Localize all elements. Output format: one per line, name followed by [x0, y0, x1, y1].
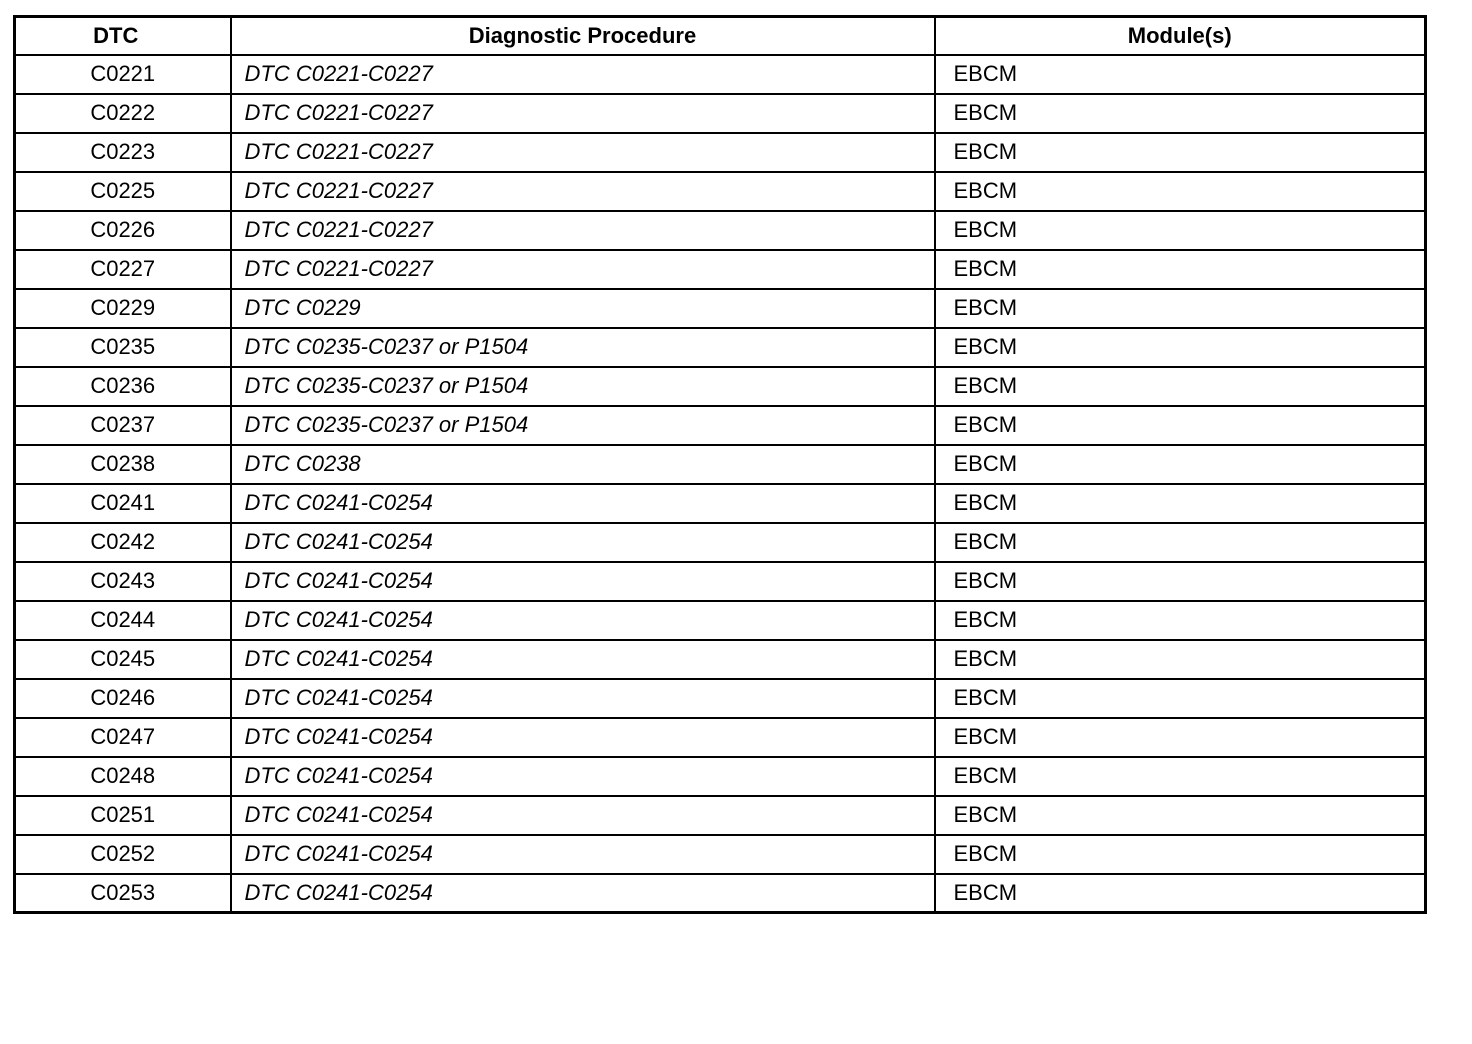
dtc-code-cell: C0227	[15, 250, 231, 289]
dtc-table	[13, 15, 1427, 914]
table-row	[15, 523, 1426, 562]
dtc-code-cell: C0253	[15, 874, 231, 913]
module-cell: EBCM	[935, 367, 1426, 406]
dtc-code-cell: C0229	[15, 289, 231, 328]
table-row	[15, 133, 1426, 172]
dtc-code-cell: C0243	[15, 562, 231, 601]
table-body	[15, 55, 1426, 913]
module-cell: EBCM	[935, 640, 1426, 679]
dtc-code-cell: C0237	[15, 406, 231, 445]
dtc-code-cell: C0238	[15, 445, 231, 484]
module-cell: EBCM	[935, 172, 1426, 211]
diagnostic-procedure-cell: DTC C0241-C0254	[231, 835, 935, 874]
dtc-code-cell: C0241	[15, 484, 231, 523]
diagnostic-procedure-cell: DTC C0229	[231, 289, 935, 328]
module-cell: EBCM	[935, 484, 1426, 523]
module-cell: EBCM	[935, 796, 1426, 835]
diagnostic-procedure-cell: DTC C0241-C0254	[231, 640, 935, 679]
dtc-code-cell: C0236	[15, 367, 231, 406]
module-cell: EBCM	[935, 523, 1426, 562]
module-cell: EBCM	[935, 55, 1426, 94]
module-cell: EBCM	[935, 289, 1426, 328]
table-row	[15, 328, 1426, 367]
table-row	[15, 484, 1426, 523]
module-cell: EBCM	[935, 679, 1426, 718]
dtc-code-cell: C0248	[15, 757, 231, 796]
module-cell: EBCM	[935, 328, 1426, 367]
dtc-code-cell: C0244	[15, 601, 231, 640]
diagnostic-procedure-cell: DTC C0241-C0254	[231, 523, 935, 562]
table-row	[15, 796, 1426, 835]
table-row	[15, 55, 1426, 94]
diagnostic-procedure-cell: DTC C0241-C0254	[231, 601, 935, 640]
header-dtc: DTC	[15, 17, 231, 55]
diagnostic-procedure-cell: DTC C0221-C0227	[231, 55, 935, 94]
table-header	[15, 17, 1426, 55]
module-cell: EBCM	[935, 835, 1426, 874]
dtc-code-cell: C0226	[15, 211, 231, 250]
diagnostic-procedure-cell: DTC C0238	[231, 445, 935, 484]
diagnostic-procedure-cell: DTC C0241-C0254	[231, 796, 935, 835]
module-cell: EBCM	[935, 250, 1426, 289]
dtc-code-cell: C0225	[15, 172, 231, 211]
diagnostic-procedure-cell: DTC C0241-C0254	[231, 562, 935, 601]
diagnostic-procedure-cell: DTC C0241-C0254	[231, 679, 935, 718]
module-cell: EBCM	[935, 94, 1426, 133]
table-row	[15, 211, 1426, 250]
dtc-code-cell: C0252	[15, 835, 231, 874]
module-cell: EBCM	[935, 718, 1426, 757]
diagnostic-procedure-cell: DTC C0221-C0227	[231, 172, 935, 211]
table-row	[15, 562, 1426, 601]
module-cell: EBCM	[935, 133, 1426, 172]
table-row	[15, 406, 1426, 445]
header-modules: Module(s)	[935, 17, 1426, 55]
dtc-code-cell: C0222	[15, 94, 231, 133]
table-row	[15, 679, 1426, 718]
table-row	[15, 601, 1426, 640]
dtc-code-cell: C0223	[15, 133, 231, 172]
diagnostic-procedure-cell: DTC C0241-C0254	[231, 718, 935, 757]
diagnostic-procedure-cell: DTC C0221-C0227	[231, 211, 935, 250]
diagnostic-procedure-cell: DTC C0221-C0227	[231, 133, 935, 172]
table-row	[15, 445, 1426, 484]
dtc-code-cell: C0242	[15, 523, 231, 562]
dtc-code-cell: C0245	[15, 640, 231, 679]
dtc-code-cell: C0247	[15, 718, 231, 757]
module-cell: EBCM	[935, 562, 1426, 601]
diagnostic-procedure-cell: DTC C0241-C0254	[231, 484, 935, 523]
module-cell: EBCM	[935, 601, 1426, 640]
table-row	[15, 718, 1426, 757]
diagnostic-procedure-cell: DTC C0241-C0254	[231, 874, 935, 913]
diagnostic-procedure-cell: DTC C0221-C0227	[231, 250, 935, 289]
table-row	[15, 874, 1426, 913]
header-row	[15, 17, 1426, 55]
table-row	[15, 94, 1426, 133]
diagnostic-procedure-cell: DTC C0235-C0237 or P1504	[231, 328, 935, 367]
module-cell: EBCM	[935, 757, 1426, 796]
table-row	[15, 250, 1426, 289]
diagnostic-procedure-cell: DTC C0241-C0254	[231, 757, 935, 796]
table-row	[15, 367, 1426, 406]
diagnostic-procedure-cell: DTC C0221-C0227	[231, 94, 935, 133]
table-row	[15, 835, 1426, 874]
diagnostic-procedure-cell: DTC C0235-C0237 or P1504	[231, 406, 935, 445]
dtc-code-cell: C0246	[15, 679, 231, 718]
table-row	[15, 172, 1426, 211]
table-row	[15, 757, 1426, 796]
module-cell: EBCM	[935, 406, 1426, 445]
table-row	[15, 640, 1426, 679]
dtc-code-cell: C0251	[15, 796, 231, 835]
module-cell: EBCM	[935, 445, 1426, 484]
dtc-code-cell: C0235	[15, 328, 231, 367]
diagnostic-procedure-cell: DTC C0235-C0237 or P1504	[231, 367, 935, 406]
module-cell: EBCM	[935, 211, 1426, 250]
header-diagnostic-procedure: Diagnostic Procedure	[231, 17, 935, 55]
module-cell: EBCM	[935, 874, 1426, 913]
dtc-code-cell: C0221	[15, 55, 231, 94]
table-row	[15, 289, 1426, 328]
